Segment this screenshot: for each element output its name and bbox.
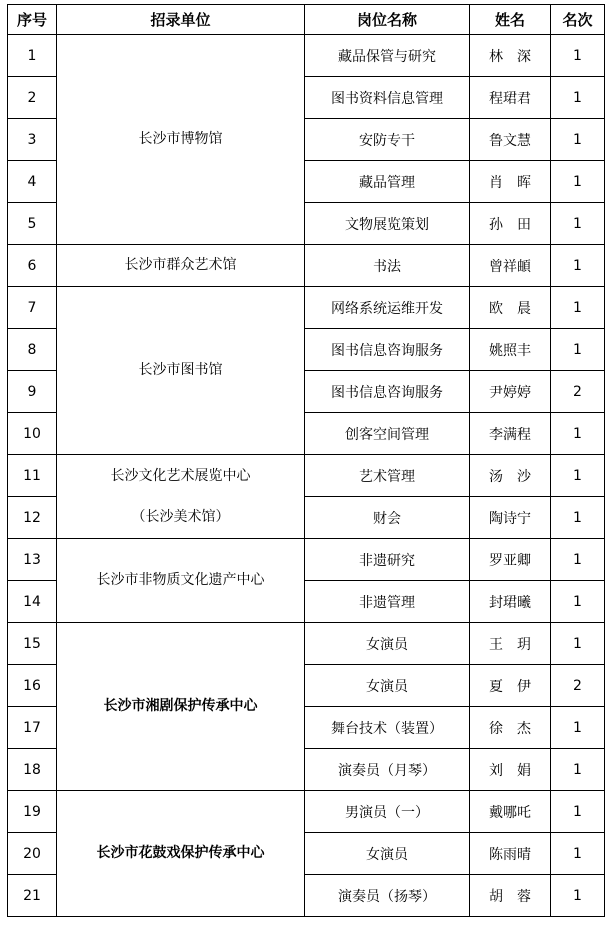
person-name-cell: 罗亚卿 [470,539,551,581]
position-name-cell: 文物展览策划 [305,203,470,245]
serial-number-cell: 15 [8,623,57,665]
serial-number-cell: 16 [8,665,57,707]
position-name-cell: 网络系统运维开发 [305,287,470,329]
rank-cell: 1 [551,833,605,875]
person-name-cell: 汤 沙 [470,455,551,497]
rank-cell: 1 [551,35,605,77]
person-name-cell: 姚照丰 [470,329,551,371]
serial-number-cell: 10 [8,413,57,455]
table-row [8,287,605,329]
table-row [8,35,605,77]
header-serial-number: 序号 [8,5,57,35]
rank-cell: 1 [551,623,605,665]
position-name-cell: 藏品保管与研究 [305,35,470,77]
rank-cell: 1 [551,875,605,917]
person-name-cell: 封珺曦 [470,581,551,623]
position-name-cell: 书法 [305,245,470,287]
person-name-cell: 孙 田 [470,203,551,245]
person-name-cell: 刘 娟 [470,749,551,791]
recruiting-unit-cell [57,35,305,245]
position-name-cell: 图书资料信息管理 [305,77,470,119]
rank-cell: 1 [551,707,605,749]
position-name-cell: 女演员 [305,665,470,707]
rank-cell: 1 [551,203,605,245]
position-name-cell: 图书信息咨询服务 [305,371,470,413]
recruiting-unit-name: 长沙文化艺术展览中心 [110,467,251,484]
serial-number-cell: 17 [8,707,57,749]
rank-cell: 1 [551,455,605,497]
person-name-cell: 陈雨晴 [470,833,551,875]
rank-cell: 1 [551,497,605,539]
position-name-cell: 舞台技术（装置） [305,707,470,749]
serial-number-cell: 6 [8,245,57,287]
table-row [8,245,605,287]
header-person-name: 姓名 [470,5,551,35]
recruiting-unit-name: 长沙市图书馆 [138,362,223,378]
person-name-cell: 王 玥 [470,623,551,665]
header-rank: 名次 [551,5,605,35]
rank-cell: 1 [551,329,605,371]
position-name-cell: 藏品管理 [305,161,470,203]
recruitment-table [7,4,605,917]
position-name-cell: 女演员 [305,833,470,875]
serial-number-cell: 12 [8,497,57,539]
serial-number-cell: 3 [8,119,57,161]
serial-number-cell: 8 [8,329,57,371]
position-name-cell: 演奏员（月琴） [305,749,470,791]
recruiting-unit-name: （长沙美术馆） [131,508,230,525]
rank-cell: 2 [551,371,605,413]
header-recruiting-unit: 招录单位 [57,5,305,35]
person-name-cell: 肖 晖 [470,161,551,203]
position-name-cell: 财会 [305,497,470,539]
recruiting-unit-cell [57,245,305,287]
recruiting-unit-name: 长沙市花鼓戏保护传承中心 [96,845,265,861]
rank-cell: 2 [551,665,605,707]
serial-number-cell: 2 [8,77,57,119]
person-name-cell: 徐 杰 [470,707,551,749]
serial-number-cell: 18 [8,749,57,791]
serial-number-cell: 21 [8,875,57,917]
recruiting-unit-cell [57,791,305,917]
rank-cell: 1 [551,413,605,455]
recruiting-unit-name: 长沙市博物馆 [138,131,223,147]
person-name-cell: 尹婷婷 [470,371,551,413]
recruiting-unit-name: 长沙市非物质文化遗产中心 [96,572,265,588]
rank-cell: 1 [551,749,605,791]
person-name-cell: 鲁文慧 [470,119,551,161]
rank-cell: 1 [551,77,605,119]
person-name-cell: 夏 伊 [470,665,551,707]
person-name-cell: 林 深 [470,35,551,77]
person-name-cell: 李满程 [470,413,551,455]
serial-number-cell: 5 [8,203,57,245]
position-name-cell: 创客空间管理 [305,413,470,455]
serial-number-cell: 13 [8,539,57,581]
position-name-cell: 女演员 [305,623,470,665]
recruiting-unit-cell [57,455,305,539]
recruiting-unit-name: 长沙市群众艺术馆 [124,257,237,273]
serial-number-cell: 11 [8,455,57,497]
table-row [8,539,605,581]
table-row [8,455,605,497]
person-name-cell: 曾祥頔 [470,245,551,287]
recruiting-unit-cell [57,287,305,455]
recruiting-unit-cell [57,539,305,623]
position-name-cell: 图书信息咨询服务 [305,329,470,371]
rank-cell: 1 [551,245,605,287]
serial-number-cell: 4 [8,161,57,203]
position-name-cell: 非遗管理 [305,581,470,623]
table-row [8,623,605,665]
person-name-cell: 陶诗宁 [470,497,551,539]
rank-cell: 1 [551,581,605,623]
header-position-name: 岗位名称 [305,5,470,35]
recruiting-unit-cell [57,623,305,791]
person-name-cell: 胡 蓉 [470,875,551,917]
rank-cell: 1 [551,119,605,161]
serial-number-cell: 1 [8,35,57,77]
person-name-cell: 戴哪吒 [470,791,551,833]
serial-number-cell: 20 [8,833,57,875]
position-name-cell: 演奏员（扬琴） [305,875,470,917]
position-name-cell: 男演员（一） [305,791,470,833]
person-name-cell: 程珺君 [470,77,551,119]
rank-cell: 1 [551,539,605,581]
serial-number-cell: 9 [8,371,57,413]
position-name-cell: 安防专干 [305,119,470,161]
recruiting-unit-name: 长沙市湘剧保护传承中心 [103,698,258,714]
rank-cell: 1 [551,161,605,203]
rank-cell: 1 [551,287,605,329]
serial-number-cell: 14 [8,581,57,623]
position-name-cell: 艺术管理 [305,455,470,497]
table-body [8,35,605,917]
serial-number-cell: 7 [8,287,57,329]
serial-number-cell: 19 [8,791,57,833]
rank-cell: 1 [551,791,605,833]
table-row [8,791,605,833]
header-row [8,5,605,35]
person-name-cell: 欧 晨 [470,287,551,329]
position-name-cell: 非遗研究 [305,539,470,581]
